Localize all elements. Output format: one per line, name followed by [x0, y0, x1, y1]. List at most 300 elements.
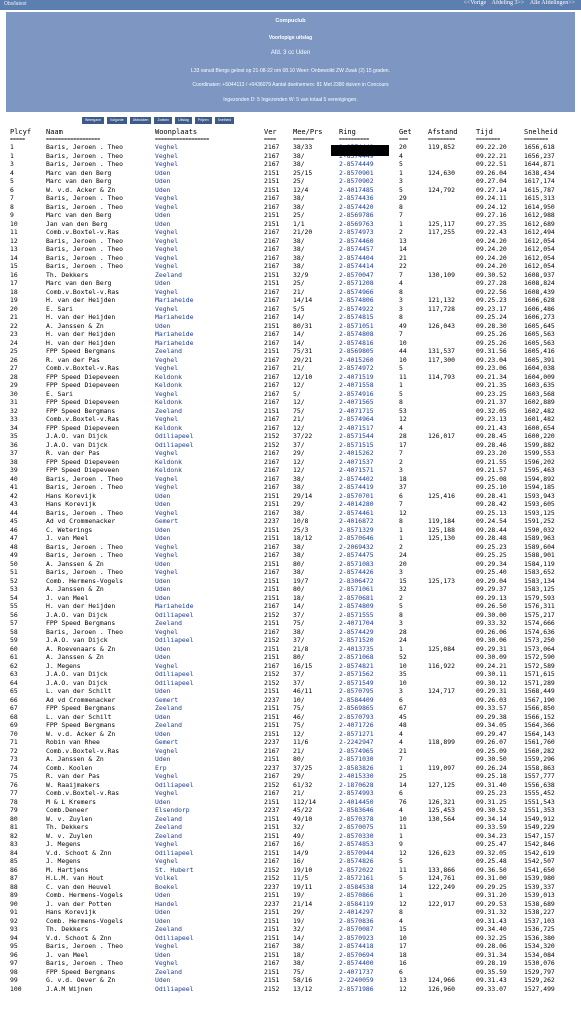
result-subtitle: Voorlopige uitslag: [268, 35, 313, 41]
col-tijd-cell: 09.36.50: [476, 865, 507, 874]
col-snelheid-cell: 1593,125: [524, 508, 555, 517]
col-get-cell: 28: [399, 432, 407, 440]
col-get-cell: 1: [399, 381, 403, 389]
col-mee-prs-cell: 38/: [293, 202, 305, 211]
col-ring-cell: 2-8569786: [339, 211, 374, 219]
col-plcyf-cell: 94: [10, 933, 18, 942]
col-ring-cell: 2-8574420: [339, 202, 374, 211]
col-snelheid-cell: 1573,250: [524, 636, 555, 644]
col-afstand-cell: 126,623: [428, 848, 455, 857]
col-snelheid-cell: 1583,125: [524, 585, 555, 593]
col-mee-prs-cell: 12/4: [293, 185, 309, 194]
col-get-cell: 20: [399, 143, 407, 151]
col-get-cell: 21: [399, 253, 407, 262]
col-tijd-cell: 09.24.12: [476, 202, 507, 211]
col-ring-cell: 2-8570330: [339, 831, 374, 840]
col-mee-prs-cell: 45/22: [293, 806, 313, 814]
col-plcyf-cell: 97: [10, 959, 18, 967]
col-plcyf-cell: 60: [10, 644, 18, 653]
col-plcyf-cell: 16: [10, 270, 18, 279]
col-snelheid-cell: 1589,963: [524, 534, 555, 542]
col-snelheid-cell: 1571,289: [524, 678, 555, 687]
col-tijd-cell: 09.25.10: [476, 483, 507, 491]
col-snelheid-cell: 1574,666: [524, 619, 555, 627]
col-afstand-cell: 114,793: [428, 372, 455, 381]
col-naam-cell: M & L Kremers: [46, 797, 97, 806]
col-mee-prs-cell: 38/33: [293, 143, 313, 151]
col-mee-prs-cell: 37/: [293, 440, 305, 449]
col-woonplaats-cell: Keldonk: [155, 398, 182, 406]
table-row: [0, 959, 581, 968]
col-plcyf-rule: =====: [10, 137, 26, 143]
col-snelheid-cell: 1595,463: [524, 466, 555, 474]
col-ring-cell: 2-8570902: [339, 177, 374, 185]
col-ver-cell: 2151: [264, 585, 280, 593]
col-tijd-cell: 09.29.37: [476, 585, 507, 593]
col-snelheid-cell: 1542,846: [524, 840, 555, 848]
col-ver-cell: 2167: [264, 228, 280, 236]
col-woonplaats-cell: St. Hubert: [155, 865, 194, 874]
col-woonplaats-cell: Zeeland: [155, 619, 182, 627]
col-tijd-cell: 09.31.20: [476, 891, 507, 899]
col-plcyf-cell: 79: [10, 806, 18, 814]
col-snelheid-cell: 1583,134: [524, 576, 555, 585]
col-mee-prs-cell: 25/15: [293, 168, 313, 177]
col-ver-cell: 2151: [264, 644, 280, 653]
col-ver-cell: 2151: [264, 933, 280, 942]
col-get-cell: 3: [399, 687, 403, 695]
col-woonplaats-cell: Veghel: [155, 551, 179, 559]
col-get-cell: 5: [399, 389, 403, 398]
col-snelheid-cell: 1549,912: [524, 814, 555, 823]
col-woonplaats-cell: Gemert: [155, 738, 179, 746]
col-woonplaats-cell: Uden: [155, 491, 171, 500]
col-ver-cell: 2167: [264, 287, 280, 296]
next-division-link[interactable]: Afdeling 3>>: [491, 0, 525, 6]
col-mee-prs-cell: 37/: [293, 636, 305, 644]
col-get-cell: 67: [399, 704, 407, 712]
col-get-cell: 18: [399, 474, 407, 483]
col-get-cell: 7: [399, 270, 403, 279]
col-ver-cell: 2167: [264, 542, 280, 551]
col-woonplaats-cell: Zeeland: [155, 721, 182, 729]
col-ver-cell: 2151: [264, 576, 280, 585]
col-ring-cell: 2-2240059: [339, 976, 374, 984]
col-mee-prs-header: Mee/Prs: [293, 128, 323, 136]
col-afstand-cell: 118,899: [428, 738, 455, 746]
col-get-cell: 5: [399, 857, 403, 865]
action-button[interactable]: Snelheid: [215, 117, 235, 124]
table-row: [0, 279, 581, 288]
col-afstand-cell: 116,922: [428, 661, 455, 670]
col-get-cell: 7: [399, 211, 403, 219]
col-ring-cell: 2-4071571: [339, 466, 374, 474]
action-button[interactable]: Prijzen: [195, 117, 212, 124]
col-tijd-cell: 09.26.04: [476, 168, 507, 177]
col-get-cell: 25: [399, 772, 407, 780]
col-snelheid-cell: 1583,652: [524, 568, 555, 576]
col-plcyf-cell: 44: [10, 508, 18, 517]
col-get-cell: 3: [399, 568, 403, 576]
col-plcyf-cell: 71: [10, 738, 18, 746]
col-mee-prs-cell: 12/: [293, 423, 305, 432]
col-mee-prs-cell: 58/16: [293, 976, 313, 984]
col-get-cell: 8: [399, 398, 403, 406]
col-mee-prs-cell: 29/: [293, 500, 305, 508]
col-afstand-cell: 130,109: [428, 270, 455, 279]
table-row: [0, 322, 581, 331]
col-plcyf-cell: 43: [10, 500, 18, 508]
col-get-cell: 5: [399, 160, 403, 168]
col-woonplaats-cell: Odiliapeel: [155, 610, 194, 619]
col-ver-cell: 2152: [264, 670, 280, 678]
col-snelheid-cell: 1534,084: [524, 950, 555, 959]
col-plcyf-cell: 87: [10, 874, 18, 882]
col-mee-prs-cell: 38/: [293, 151, 305, 160]
col-ring-cell: 2-8574429: [339, 627, 374, 636]
all-divisions-link[interactable]: Alle Afdelingen>>: [529, 0, 575, 6]
table-row: [0, 857, 581, 866]
col-tijd-cell: 09.25.26: [476, 338, 507, 347]
table-row: [0, 347, 581, 356]
col-woonplaats-cell: Veghel: [155, 262, 179, 270]
col-ver-cell: 2167: [264, 202, 280, 211]
table-row: [0, 262, 581, 271]
col-ring-cell: 2-8574916: [339, 389, 374, 398]
table-row: [0, 925, 581, 934]
col-plcyf-cell: 81: [10, 823, 18, 831]
col-mee-prs-cell: 14/: [293, 330, 305, 338]
col-ring-cell: 2-8574821: [339, 661, 374, 670]
col-snelheid-cell: 1612,988: [524, 211, 555, 219]
col-tijd-cell: 09.22.56: [476, 287, 507, 296]
col-mee-prs-cell: 14/9: [293, 848, 309, 857]
col-naam-cell: Baris, Jeroen . Theo: [46, 508, 123, 517]
col-snelheid-cell: 1600,654: [524, 423, 555, 432]
col-plcyf-cell: 62: [10, 661, 18, 670]
col-naam-cell: M. Hartjens: [46, 865, 89, 874]
col-ver-cell: 2167: [264, 372, 280, 381]
col-ver-cell: 2152: [264, 440, 280, 449]
col-plcyf-cell: 41: [10, 483, 18, 491]
table-row: [0, 381, 581, 390]
col-ver-cell: 2151: [264, 729, 280, 738]
col-ver-cell: 2151: [264, 891, 280, 899]
col-get-cell: 3: [399, 177, 403, 185]
table-row: [0, 500, 581, 509]
col-woonplaats-cell: Gemert: [155, 517, 179, 525]
previous-link[interactable]: <<Vorige: [463, 0, 487, 6]
col-mee-prs-cell: 16/: [293, 857, 305, 865]
col-snelheid-cell: 1608,439: [524, 287, 555, 296]
action-button[interactable]: Uitslag: [175, 117, 192, 124]
action-button[interactable]: Zoeken: [154, 117, 172, 124]
col-woonplaats-cell: Uden: [155, 908, 171, 916]
col-mee-prs-cell: 19/11: [293, 882, 313, 891]
col-snelheid-cell: 1599,553: [524, 449, 555, 457]
col-naam-cell: Baris, Jeroen . Theo: [46, 483, 123, 491]
col-naam-cell: W. v. Zuylen: [46, 814, 93, 823]
col-get-cell: 24: [399, 551, 407, 559]
col-plcyf-cell: 64: [10, 678, 18, 687]
col-naam-cell: H. van der Heijden: [46, 330, 116, 338]
col-woonplaats-cell: Veghel: [155, 449, 179, 457]
col-mee-prs-cell: 29/21: [293, 355, 313, 364]
table-row: [0, 738, 581, 747]
col-snelheid-cell: 1560,282: [524, 746, 555, 755]
col-naam-cell: Baris, Jeroen . Theo: [46, 474, 123, 483]
col-naam-cell: FPP Speed Bergmans: [46, 721, 116, 729]
col-tijd-cell: 09.28.06: [476, 942, 507, 950]
col-get-cell: 14: [399, 882, 407, 891]
col-plcyf-cell: 18: [10, 287, 18, 296]
table-row: [0, 942, 581, 951]
col-tijd-cell: 09.31.40: [476, 780, 507, 789]
col-ring-cell: 2-8574972: [339, 364, 374, 372]
col-get-cell: 2: [399, 593, 403, 602]
col-woonplaats-cell: Veghel: [155, 253, 179, 262]
col-afstand-cell: 119,184: [428, 517, 455, 525]
col-woonplaats-cell: Uden: [155, 593, 171, 602]
col-get-cell: 76: [399, 797, 407, 806]
col-get-cell: 7: [399, 500, 403, 508]
col-ver-cell: 2167: [264, 772, 280, 780]
col-woonplaats-cell: Zeeland: [155, 814, 182, 823]
col-ver-cell: 2167: [264, 959, 280, 967]
table-row: [0, 288, 581, 297]
col-plcyf-cell: 91: [10, 908, 18, 916]
col-ring-cell: 2-8570087: [339, 925, 374, 933]
col-tijd-cell: 09.28.45: [476, 432, 507, 440]
col-tijd-cell: 09.25.13: [476, 508, 507, 517]
col-mee-prs-cell: 1/1: [293, 219, 305, 228]
col-ring-cell: 2-8574826: [339, 857, 374, 865]
table-row: [0, 798, 581, 807]
col-naam-cell: Comb.v.Boxtel-v.Ras: [46, 789, 120, 797]
col-mee-prs-cell: 12/: [293, 398, 305, 406]
col-ver-cell: 2167: [264, 355, 280, 364]
col-ring-cell: 2-8574922: [339, 304, 374, 313]
col-ring-cell: 2-8570701: [339, 491, 374, 500]
col-tijd-cell: 09.29.47: [476, 729, 507, 738]
col-get-cell: 12: [399, 415, 407, 423]
col-woonplaats-cell: Veghel: [155, 415, 179, 423]
col-ring-cell: 2-8571555: [339, 610, 374, 619]
col-ver-cell: 2151: [264, 177, 280, 185]
col-ring-cell: 2-8584119: [339, 899, 374, 908]
col-snelheid-cell: 1600,220: [524, 432, 555, 440]
col-ver-cell: 2151: [264, 925, 280, 933]
col-ring-cell: 2-8571030: [339, 755, 374, 763]
col-plcyf-cell: 61: [10, 653, 18, 661]
col-tijd-cell: 09.26.50: [476, 602, 507, 610]
col-snelheid-cell: 1590,032: [524, 525, 555, 534]
col-tijd-cell: 09.34.14: [476, 814, 507, 823]
col-naam-cell: J. van Meel: [46, 593, 89, 602]
col-woonplaats-cell: Mariaheide: [155, 602, 194, 610]
col-woonplaats-cell: Mariaheide: [155, 338, 194, 347]
col-snelheid-cell: 1539,980: [524, 874, 555, 882]
col-woonplaats-cell: Veghel: [155, 287, 179, 296]
col-ver-cell: 2151: [264, 848, 280, 857]
col-snelheid-cell: 1551,543: [524, 797, 555, 806]
table-row: [0, 951, 581, 960]
col-snelheid-cell: 1572,589: [524, 661, 555, 670]
col-naam-cell: Comb.Deneer: [46, 806, 89, 814]
results-table: [0, 143, 581, 993]
col-woonplaats-cell: Uden: [155, 500, 171, 508]
col-woonplaats-cell: Zeeland: [155, 406, 182, 415]
col-ver-cell: 2167: [264, 423, 280, 432]
action-button[interactable]: Afdrukken: [130, 117, 152, 124]
col-ring-cell: 2-8574965: [339, 746, 374, 755]
col-plcyf-cell: 70: [10, 729, 18, 738]
col-ver-cell: 2151: [264, 653, 280, 661]
col-woonplaats-cell: Uden: [155, 891, 171, 899]
col-mee-prs-cell: 80/31: [293, 321, 313, 330]
col-ver-cell: 2151: [264, 950, 280, 959]
col-woonplaats-cell: Veghel: [155, 364, 179, 372]
col-woonplaats-cell: Uden: [155, 687, 171, 695]
col-afstand-cell: 124,966: [428, 976, 455, 984]
table-row: [0, 560, 581, 569]
col-ver-cell: 2151: [264, 797, 280, 806]
col-get-cell: 53: [399, 406, 407, 415]
col-ver-cell: 2151: [264, 525, 280, 534]
col-afstand-cell: 131,537: [428, 347, 455, 355]
col-ver-cell: 2167: [264, 364, 280, 372]
col-ring-cell: 2-8574808: [339, 330, 374, 338]
col-afstand-cell: 125,117: [428, 219, 455, 228]
col-ver-cell: 2151: [264, 704, 280, 712]
col-afstand-cell: 121,132: [428, 296, 455, 304]
col-afstand-cell: 122,917: [428, 899, 455, 908]
col-mee-prs-cell: 14/: [293, 338, 305, 347]
col-mee-prs-cell: 12/: [293, 466, 305, 474]
col-snelheid-cell: 1557,777: [524, 772, 555, 780]
col-woonplaats-rule: ==================: [155, 137, 210, 143]
col-plcyf-cell: 9: [10, 211, 14, 219]
col-plcyf-cell: 11: [10, 228, 18, 236]
table-row: [0, 611, 581, 620]
col-woonplaats-cell: Boekel: [155, 882, 179, 891]
col-naam-cell: V.d. Schoot & Znn: [46, 848, 112, 857]
col-naam-cell: FPP Speed Diepeveen: [46, 381, 120, 389]
table-row: [0, 849, 581, 858]
action-button[interactable]: Weergave: [82, 117, 104, 124]
col-plcyf-cell: 13: [10, 245, 18, 253]
col-naam-cell: H.L.M. van Hout: [46, 874, 104, 882]
col-snelheid-cell: 1542,619: [524, 848, 555, 857]
col-ver-cell: 2237: [264, 899, 280, 908]
col-get-cell: 6: [399, 695, 403, 704]
col-woonplaats-cell: Veghel: [155, 389, 179, 398]
col-tijd-cell: 09.28.44: [476, 525, 507, 534]
col-get-cell: 35: [399, 670, 407, 678]
col-ring-cell: 2-8572161: [339, 874, 374, 882]
col-woonplaats-cell: Keldonk: [155, 466, 182, 474]
col-afstand-cell: 117,255: [428, 228, 455, 236]
col-mee-prs-cell: 10/: [293, 695, 305, 704]
col-naam-rule: ==================: [46, 137, 101, 143]
col-ver-cell: 2167: [264, 143, 280, 151]
col-get-cell: 44: [399, 347, 407, 355]
col-naam-cell: C. van den Heuvel: [46, 882, 112, 891]
col-ver-cell: 2152: [264, 636, 280, 644]
action-button[interactable]: Volgorde: [107, 117, 127, 124]
col-mee-prs-cell: 19/7: [293, 576, 309, 585]
col-ver-cell: 2151: [264, 976, 280, 984]
col-get-cell: 2: [399, 228, 403, 236]
col-ver-cell: 2151: [264, 721, 280, 729]
col-woonplaats-cell: Mariaheide: [155, 296, 194, 304]
col-mee-prs-cell: 19/10: [293, 865, 313, 874]
col-ring-cell: 2-8570646: [339, 534, 374, 542]
col-mee-prs-cell: 75/: [293, 721, 305, 729]
col-woonplaats-cell: Veghel: [155, 304, 179, 313]
col-ver-cell: 2151: [264, 823, 280, 831]
table-row: [0, 143, 581, 152]
col-snelheid-cell: 1529,797: [524, 967, 555, 976]
col-mee-prs-cell: 16/15: [293, 661, 313, 670]
col-snelheid-cell: 1594,185: [524, 483, 555, 491]
col-plcyf-cell: 29: [10, 381, 18, 389]
col-plcyf-cell: 1: [10, 151, 14, 160]
col-woonplaats-cell: Uden: [155, 576, 171, 585]
col-woonplaats-cell: Uden: [155, 177, 171, 185]
col-get-cell: 5: [399, 602, 403, 610]
col-naam-cell: FPP Speed Bergmans: [46, 619, 116, 627]
col-tijd-cell: 09.30.11: [476, 670, 507, 678]
col-woonplaats-cell: Zeeland: [155, 831, 182, 840]
col-ver-cell: 2151: [264, 211, 280, 219]
col-mee-prs-cell: 32/: [293, 925, 305, 933]
col-ver-cell: 2237: [264, 806, 280, 814]
col-woonplaats-cell: Uden: [155, 653, 171, 661]
table-row: [0, 203, 581, 212]
col-tijd-cell: 09.33.59: [476, 823, 507, 831]
col-mee-prs-cell: 21/14: [293, 899, 313, 908]
col-tijd-cell: 09.23.06: [476, 364, 507, 372]
table-row: [0, 483, 581, 492]
col-get-cell: 13: [399, 976, 407, 984]
col-plcyf-cell: 35: [10, 432, 18, 440]
col-snelheid-cell: 1549,229: [524, 823, 555, 831]
table-row: [0, 840, 581, 849]
col-plcyf-cell: 57: [10, 619, 18, 627]
col-ring-cell: 2-8574436: [339, 194, 374, 202]
col-mee-prs-cell: 12/: [293, 729, 305, 738]
col-naam-cell: Th. Dekkers: [46, 823, 89, 831]
col-tijd-cell: 09.35.59: [476, 967, 507, 976]
col-woonplaats-cell: Uden: [155, 644, 171, 653]
col-tijd-cell: 09.28.41: [476, 491, 507, 500]
col-ring-cell: 2-8571986: [339, 984, 374, 993]
col-snelheid-cell: 1612,494: [524, 228, 555, 236]
col-tijd-cell: 09.24.11: [476, 194, 507, 202]
col-snelheid-cell: 1564,366: [524, 721, 555, 729]
col-tijd-cell: 09.25.08: [476, 474, 507, 483]
col-ring-cell: 2-4071704: [339, 619, 374, 627]
col-tijd-cell: 09.29.25: [476, 882, 507, 891]
col-afstand-cell: 124,630: [428, 168, 455, 177]
col-ring-cell: 2-8574457: [339, 245, 374, 253]
col-snelheid-cell: 1564,143: [524, 729, 555, 738]
table-row: [0, 594, 581, 603]
col-mee-prs-cell: 61/32: [293, 780, 313, 789]
col-naam-cell: Jan van den Berg: [46, 219, 108, 228]
col-woonplaats-cell: Zeeland: [155, 925, 182, 933]
